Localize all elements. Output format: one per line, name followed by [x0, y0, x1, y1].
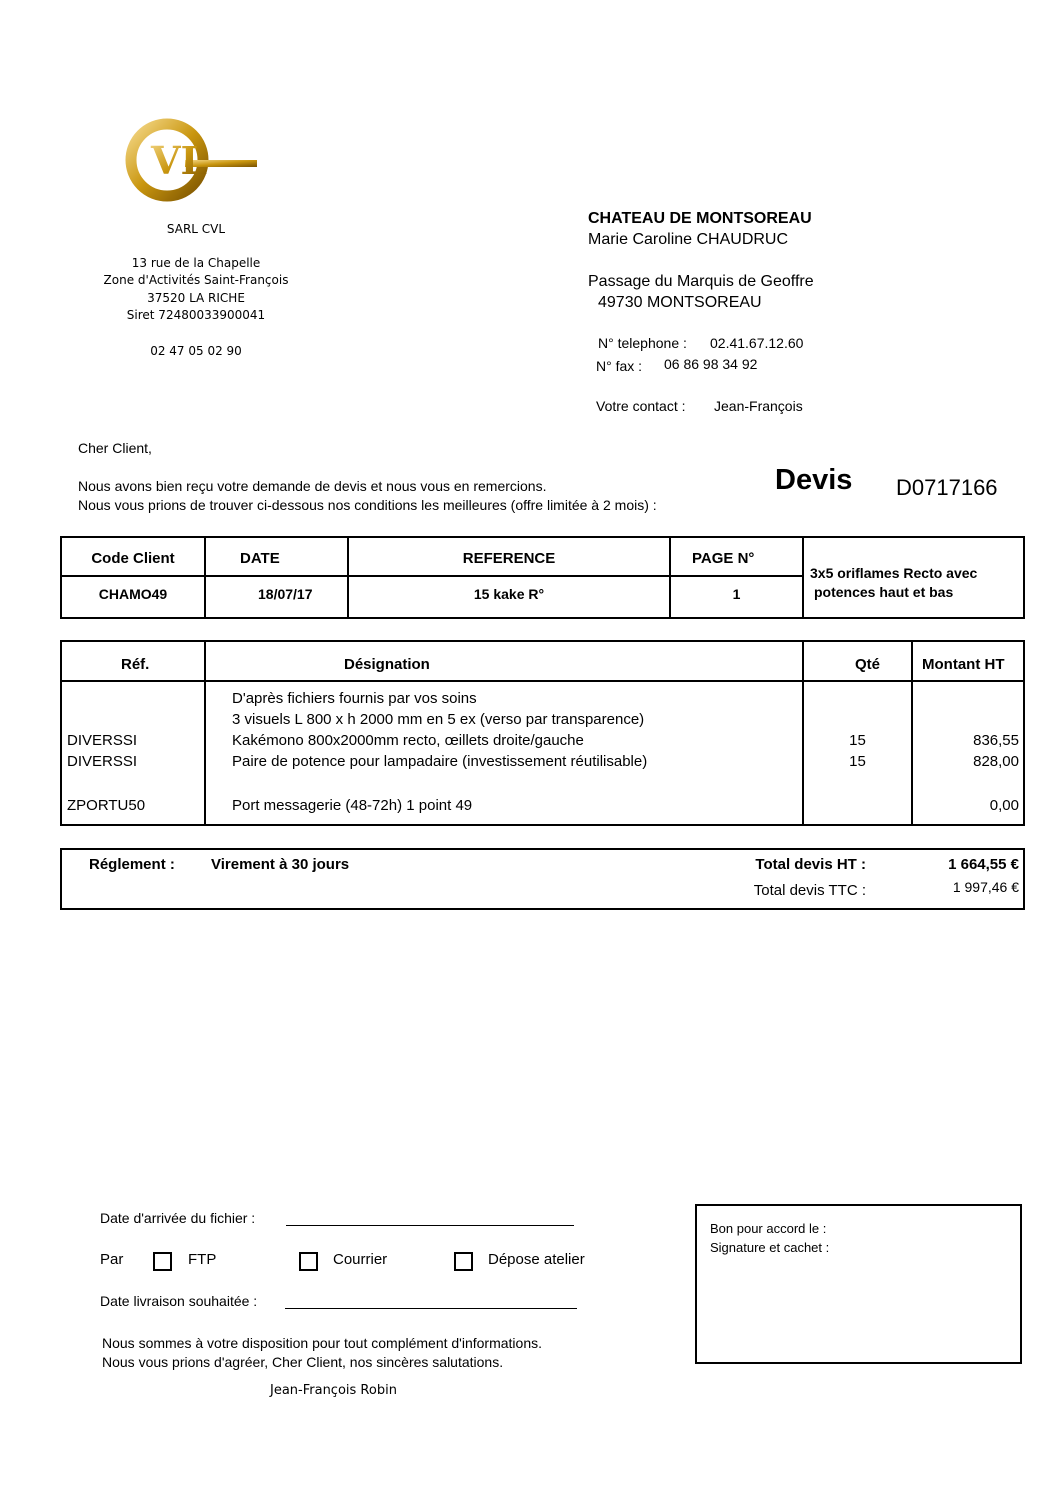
closing-line-2: Nous vous prions d'agréer, Cher Client, nos sincères salutations.: [102, 1354, 504, 1370]
recipient-street: Passage du Marquis de Geoffre: [588, 273, 814, 290]
depose-atelier-checkbox[interactable]: [454, 1252, 473, 1271]
greeting: Cher Client,: [78, 440, 152, 456]
delivery-date-label: Date livraison souhaitée :: [100, 1293, 258, 1309]
contact-value: Jean-François: [714, 398, 803, 414]
sender-phone: 02 47 05 02 90: [150, 344, 242, 358]
order-description-line-1: 3x5 oriflames Recto avec: [810, 565, 978, 581]
depose-atelier-label: Dépose atelier: [488, 1251, 585, 1268]
header-designation: Désignation: [344, 656, 430, 673]
item-designation: Paire de potence pour lampadaire (investissement réutilisable): [232, 753, 648, 770]
ftp-checkbox[interactable]: [153, 1252, 172, 1271]
header-page: PAGE N°: [692, 550, 755, 567]
sender-address-2: Zone d'Activités Saint-François: [103, 273, 289, 287]
fax-value: 06 86 98 34 92: [664, 356, 758, 372]
header-ref: Réf.: [121, 656, 150, 673]
file-date-label: Date d'arrivée du fichier :: [100, 1210, 256, 1226]
delivery-date-line: [285, 1308, 577, 1309]
item-designation: D'après fichiers fournis par vos soins: [232, 690, 477, 707]
courrier-checkbox[interactable]: [299, 1252, 318, 1271]
item-amount: 0,00: [989, 797, 1019, 814]
intro-line-2: Nous vous prions de trouver ci-dessous nos conditions les meilleures (offre limitée à 2 mois) :: [78, 497, 657, 513]
telephone-label: N° telephone :: [598, 335, 687, 351]
item-designation: 3 visuels L 800 x h 2000 mm en 5 ex (verso par transparence): [232, 711, 645, 728]
company-logo: [125, 112, 260, 210]
recipient-city: 49730 MONTSOREAU: [598, 294, 762, 311]
contact-label: Votre contact :: [596, 398, 686, 414]
total-ht-label: Total devis HT :: [755, 856, 866, 873]
signatory-name: Jean-François Robin: [270, 1383, 397, 1398]
order-description-line-2: potences haut et bas: [814, 584, 954, 600]
ftp-label: FTP: [188, 1251, 217, 1268]
file-date-line: [286, 1225, 574, 1226]
signature-label: Signature et cachet :: [710, 1240, 830, 1255]
approval-label: Bon pour accord le :: [710, 1221, 827, 1236]
item-ref: ZPORTU50: [67, 797, 146, 814]
sender-siret: Siret 72480033900041: [126, 308, 266, 322]
recipient-person: Marie Caroline CHAUDRUC: [588, 231, 789, 248]
item-ref: DIVERSSI: [67, 732, 138, 749]
quote-label: Devis: [775, 464, 853, 496]
sender-address-3: 37520 LA RICHE: [147, 291, 245, 305]
item-amount: 828,00: [973, 753, 1019, 770]
total-ttc-label: Total devis TTC :: [753, 882, 866, 899]
total-ht-value: 1 664,55 €: [948, 856, 1019, 873]
item-qty: 15: [849, 732, 866, 749]
value-page: 1: [732, 586, 741, 602]
header-reference: REFERENCE: [462, 550, 556, 567]
total-ttc-value: 1 997,46 €: [952, 879, 1019, 895]
item-designation: Kakémono 800x2000mm recto, œillets droite/gauche: [232, 732, 584, 749]
item-designation: Port messagerie (48-72h) 1 point 49: [232, 797, 473, 814]
header-date: DATE: [240, 550, 280, 567]
value-date: 18/07/17: [258, 586, 313, 602]
intro-line-1: Nous avons bien reçu votre demande de devis et nous vous en remercions.: [78, 478, 547, 494]
fax-label: N° fax :: [596, 358, 643, 374]
by-label: Par: [100, 1251, 124, 1268]
header-amount: Montant HT: [922, 656, 1005, 673]
totals-box: [60, 848, 1025, 910]
telephone-value: 02.41.67.12.60: [710, 335, 804, 351]
value-reference: 15 kake R°: [473, 586, 545, 602]
value-code-client: CHAMO49: [98, 586, 168, 602]
quote-number: D0717166: [896, 475, 998, 500]
courrier-label: Courrier: [333, 1251, 388, 1268]
header-qty: Qté: [855, 656, 881, 673]
item-ref: DIVERSSI: [67, 753, 138, 770]
payment-value: Virement à 30 jours: [211, 856, 350, 873]
payment-label: Réglement :: [89, 856, 175, 873]
sender-address-1: 13 rue de la Chapelle: [131, 256, 261, 270]
closing-line-1: Nous sommes à votre disposition pour tout complément d'informations.: [102, 1335, 542, 1351]
recipient-company: CHATEAU DE MONTSOREAU: [588, 210, 812, 227]
header-code-client: Code Client: [91, 550, 175, 567]
logo-text: VL: [151, 138, 208, 183]
item-qty: 15: [849, 753, 866, 770]
sender-name: SARL CVL: [166, 222, 226, 236]
item-amount: 836,55: [973, 732, 1019, 749]
